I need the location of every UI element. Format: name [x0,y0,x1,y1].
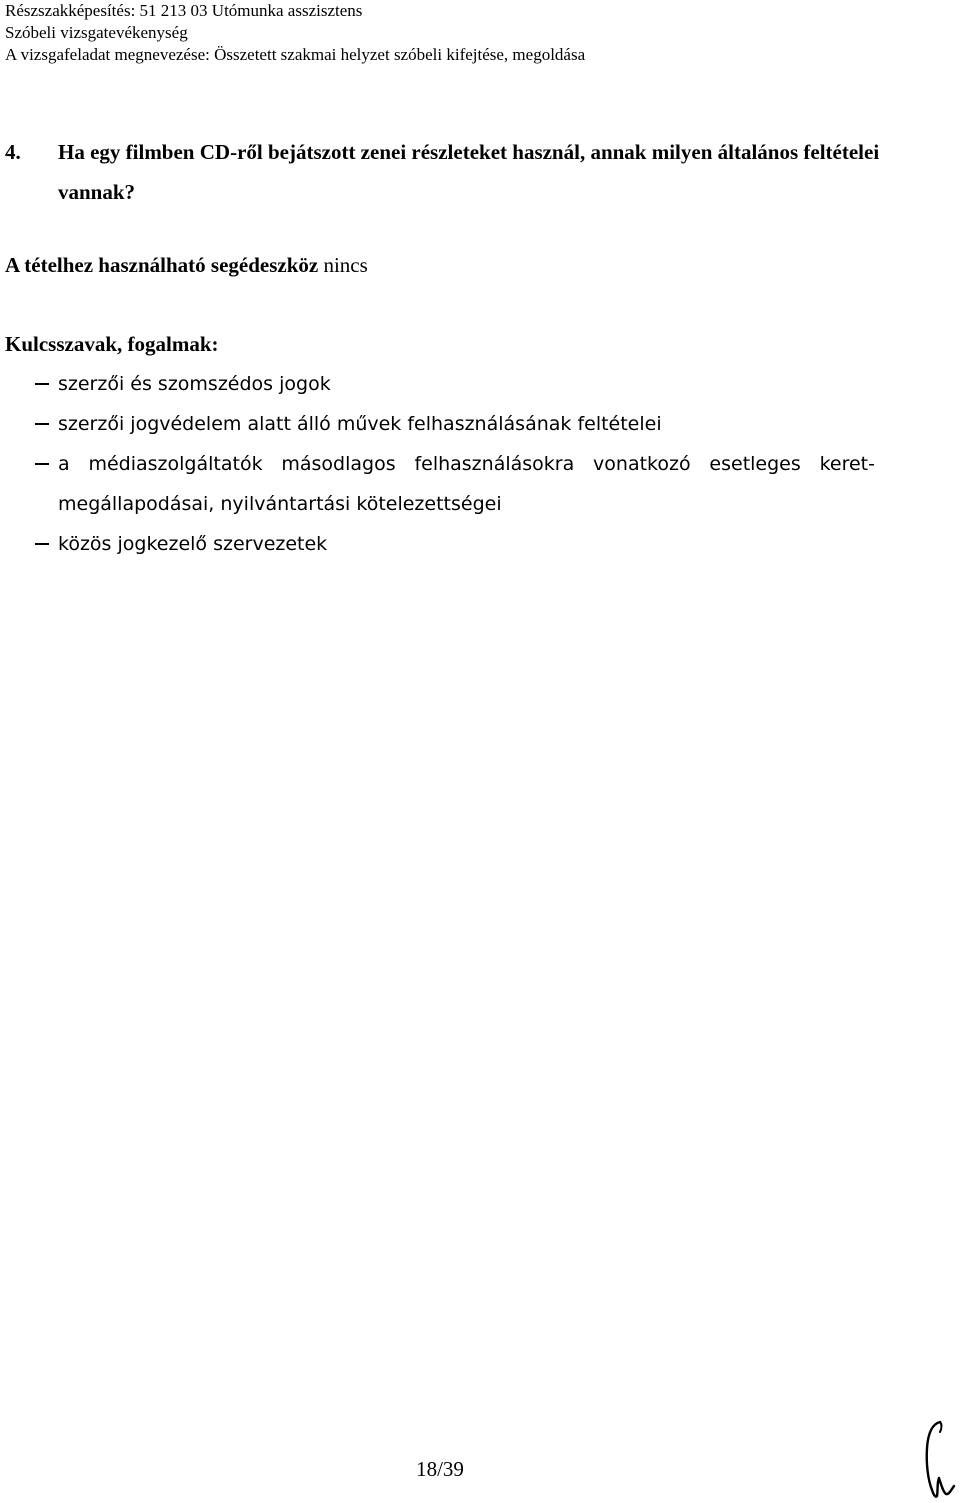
question-number: 4. [5,140,21,164]
question-text: Ha egy filmben CD-ről bejátszott zenei részleteket használ, annak milyen általános feltételei vannak? [58,140,880,204]
keyword-text: közös jogkezelő szervezetek [58,533,328,555]
aids-line [5,251,368,279]
header-qualification: Részszakképesítés: 51 213 03 Utómunka asszisztens [5,1,363,20]
dash-bullet-icon [35,423,49,425]
header-exam-activity: Szóbeli vizsgatevékenység [5,23,188,42]
keyword-item [0,524,875,564]
signature-icon [918,1418,958,1500]
keywords-list [0,364,875,564]
dash-bullet-icon [35,543,49,545]
dash-bullet-icon [35,463,49,465]
page-number: 18/39 [416,1457,464,1481]
keyword-item [0,404,875,444]
keyword-text: szerzői és szomszédos jogok [58,373,331,395]
page-header [5,0,585,66]
header-task-name: A vizsgafeladat megnevezése: Összetett szakmai helyzet szóbeli kifejtése, megoldása [5,45,586,64]
aids-value: nincs [323,253,368,277]
keyword-item [0,364,875,404]
dash-bullet-icon [35,383,49,385]
keywords-title: Kulcsszavak, fogalmak: [5,332,219,356]
question-block [5,132,885,212]
keyword-item [0,444,875,524]
aids-label: A tételhez használható segédeszköz [5,253,319,277]
keyword-text: a médiaszolgáltatók másodlagos felhasználásokra vonatkozó esetleges keret-megállapodásai, nyilvántartási kötelezettségei [58,453,875,515]
keyword-text: szerzői jogvédelem alatt álló művek felhasználásának feltételei [58,413,662,435]
